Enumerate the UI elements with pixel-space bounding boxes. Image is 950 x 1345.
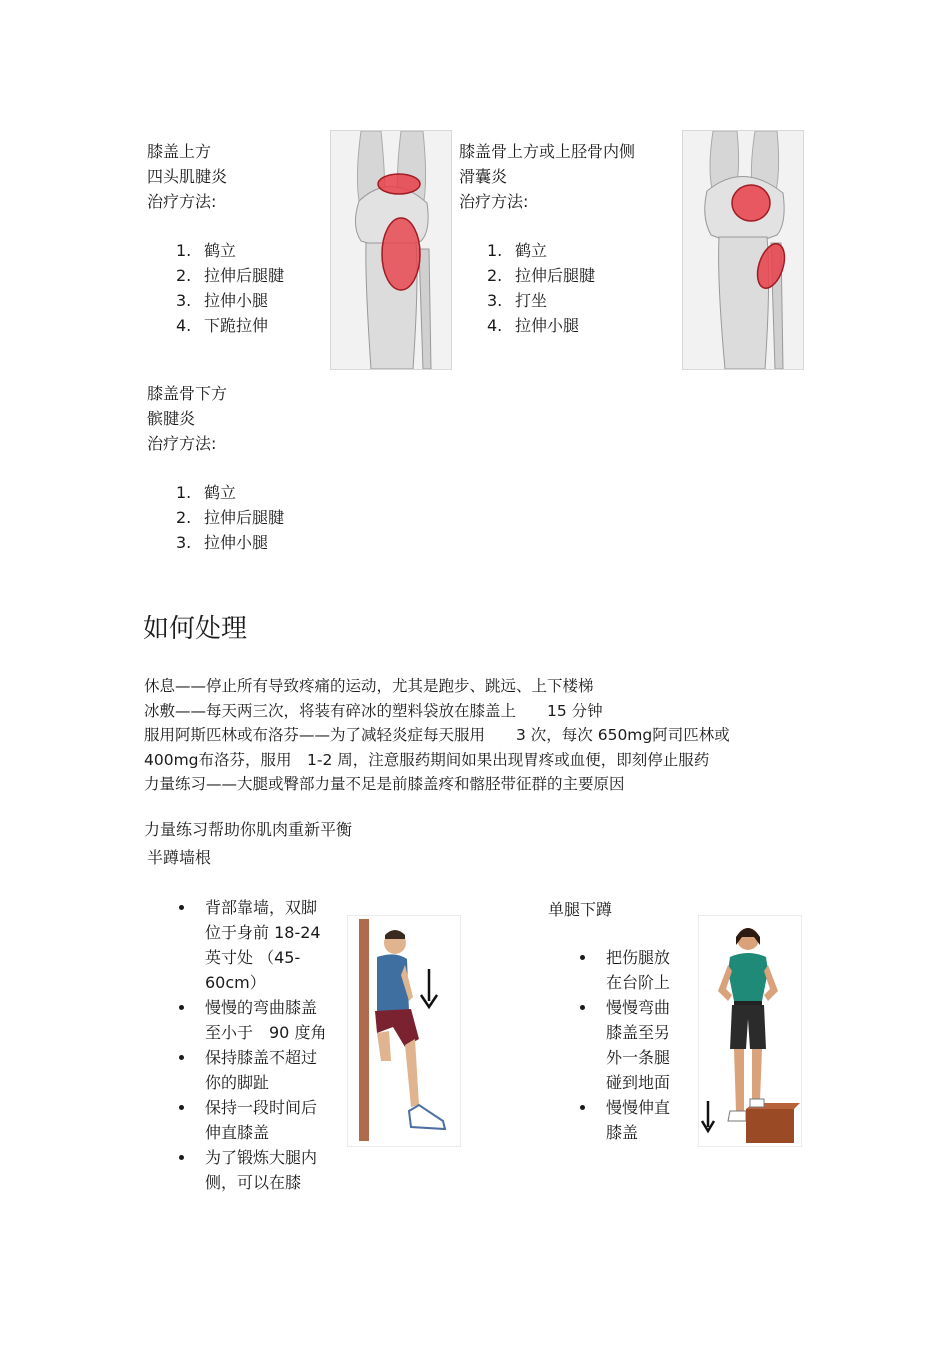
list-item: 慢慢弯曲膝盖至另外一条腿碰到地面 [580,995,682,1095]
list-item: 2. 拉伸后腿腱 [176,508,285,527]
section-quad-tendinitis [147,139,284,338]
list-item: 慢慢的弯曲膝盖至小于 90 度角 [179,995,331,1045]
condition-label: 滑囊炎 [459,167,508,186]
list-item: 4. 下跪拉伸 [176,316,269,335]
list-item: 2. 拉伸后腿腱 [176,266,285,285]
list-item: 把伤腿放在台阶上 [580,945,682,995]
method-label: 治疗方法: [147,434,217,453]
treatment-paragraph [144,674,814,797]
suprapatellar-highlight [732,185,770,221]
location-label: 膝盖上方 [147,142,212,161]
treatment-line: 400mg布洛芬，服用 1-2 周，注意服药期间如果出现胃疼或血便，即刻停止服药 [144,750,710,769]
treatment-line: 服用阿斯匹林或布洛芬——为了减轻炎症每天服用 3 次，每次 650mg阿司匹林或 [144,726,730,744]
location-label: 膝盖骨下方 [147,384,228,403]
list-item: 慢慢伸直膝盖 [580,1095,682,1145]
list-item: 为了锻炼大腿内侧，可以在膝 [179,1145,331,1195]
exercise-title-wall-squat: 半蹲墙根 [147,848,212,867]
treatment-list [176,480,284,555]
treatment-line: 休息——停止所有导致疼痛的运动，尤其是跑步、跳远、上下楼梯 [144,677,594,695]
wall-squat-image [347,915,461,1147]
list-item: 保持一段时间后伸直膝盖 [179,1095,331,1145]
knee-anatomy-image-medial [682,130,804,370]
list-item: 2. 拉伸后腿腱 [487,266,596,285]
list-item: 3. 打坐 [487,291,548,310]
wall-squat-steps [179,895,331,1195]
single-leg-squat-image [698,915,802,1147]
list-item: 1. 鹤立 [176,241,237,260]
list-item: 背部靠墙，双脚位于身前 18-24 英寸处 （45-60cm） [179,895,331,995]
list-item: 1. 鹤立 [487,241,548,260]
section-patellar-tendinitis [147,381,284,555]
knee-anatomy-image-upper [330,130,452,370]
location-label: 膝盖骨上方或上胫骨内侧 [459,142,636,161]
list-item: 3. 拉伸小腿 [176,291,269,310]
section-bursitis [459,139,635,338]
method-label: 治疗方法: [147,192,217,211]
section-heading: 如何处理 [143,614,248,644]
list-item: 保持膝盖不超过你的脚趾 [179,1045,331,1095]
wall [359,919,369,1141]
single-leg-squat-steps [580,945,682,1145]
list-item: 3. 拉伸小腿 [176,533,269,552]
list-item: 1. 鹤立 [176,483,237,502]
step-box [746,1109,794,1143]
treatment-list [176,238,284,338]
treatment-line: 冰敷——每天两三次，将装有碎冰的塑料袋放在膝盖上 15 分钟 [144,701,603,720]
exercise-title-single-leg-squat: 单腿下蹲 [548,900,613,919]
patella-highlight [382,218,420,290]
strength-intro: 力量练习帮助你肌肉重新平衡 [144,820,353,839]
treatment-line: 力量练习——大腿或臀部力量不足是前膝盖疼和髂胫带征群的主要原因 [144,775,625,793]
condition-label: 四头肌腱炎 [147,167,228,186]
bursa-highlight [378,174,420,194]
condition-label: 髌腱炎 [147,409,196,428]
method-label: 治疗方法: [459,192,529,211]
list-item: 4. 拉伸小腿 [487,316,580,335]
treatment-list [487,238,635,338]
